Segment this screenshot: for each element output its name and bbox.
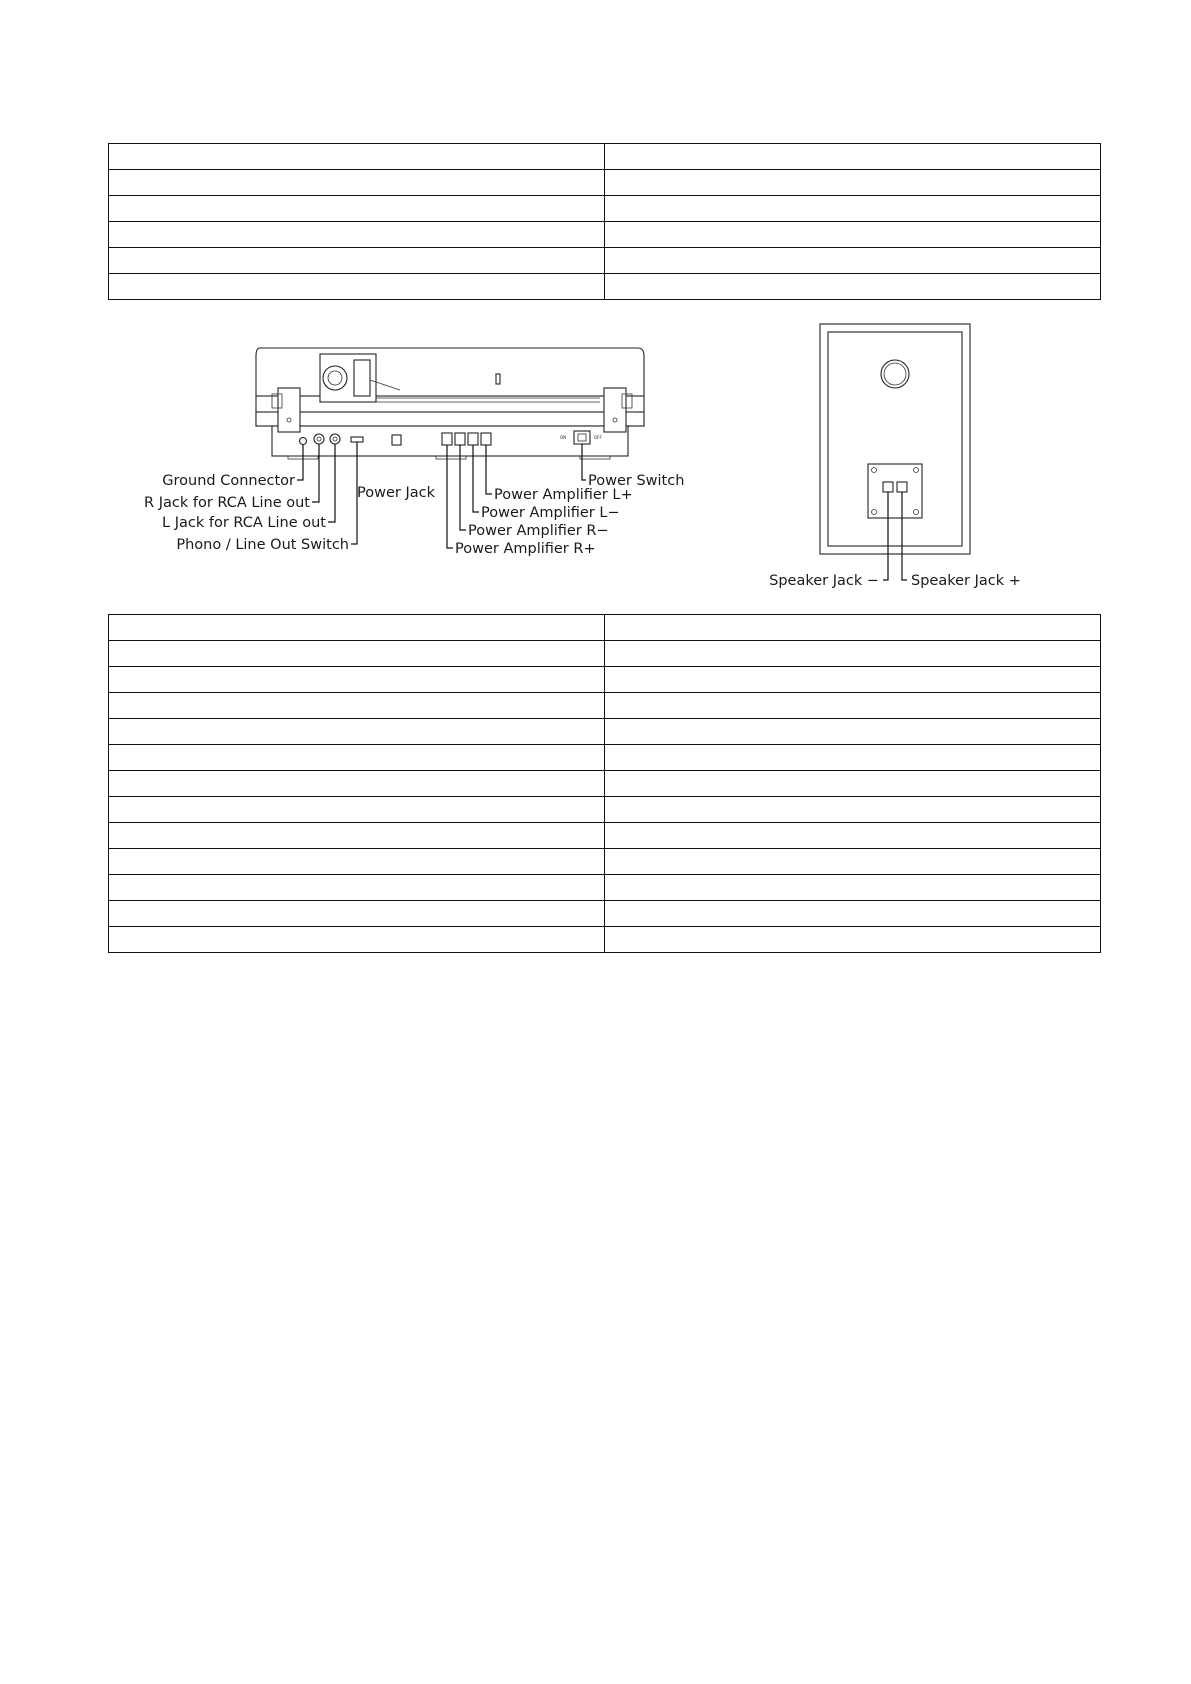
terminal-plate <box>868 464 922 518</box>
table-cell <box>109 901 605 927</box>
table-cell <box>605 823 1101 849</box>
table-row <box>109 901 1101 927</box>
table-row <box>109 745 1101 771</box>
label-r-jack: R Jack for RCA Line out <box>144 495 310 511</box>
spec-table-bottom <box>108 614 1101 953</box>
label-phono-switch: Phono / Line Out Switch <box>176 537 349 553</box>
table-row <box>109 222 1101 248</box>
ground-connector-icon <box>300 438 307 445</box>
table-row <box>109 615 1101 641</box>
speaker-back-diagram <box>770 318 1030 598</box>
table-row <box>109 196 1101 222</box>
power-switch-icon <box>574 431 590 444</box>
table-row <box>109 641 1101 667</box>
table-cell <box>109 170 605 196</box>
table-cell <box>109 823 605 849</box>
table-cell <box>109 196 605 222</box>
table-row <box>109 823 1101 849</box>
table-row <box>109 693 1101 719</box>
leader-amp-r-plus <box>447 445 453 548</box>
spec-table-top <box>108 143 1101 300</box>
label-amp-r-minus: Power Amplifier R− <box>468 523 609 539</box>
table-cell <box>109 248 605 274</box>
table-row <box>109 274 1101 300</box>
leader-amp-r-minus <box>460 445 466 530</box>
table-cell <box>109 771 605 797</box>
spindle <box>496 374 500 384</box>
power-jack-icon <box>392 435 401 445</box>
table-cell <box>109 615 605 641</box>
table-cell <box>109 797 605 823</box>
label-power-jack: Power Jack <box>357 485 435 501</box>
table-cell <box>109 719 605 745</box>
table-row <box>109 667 1101 693</box>
table-cell <box>109 849 605 875</box>
tonearm-counterweight <box>323 366 347 390</box>
table-cell <box>605 274 1101 300</box>
table-row <box>109 771 1101 797</box>
table-top-body <box>109 144 1101 300</box>
label-power-switch: Power Switch <box>588 473 685 489</box>
table-cell <box>109 693 605 719</box>
table-row <box>109 170 1101 196</box>
table-cell <box>605 849 1101 875</box>
table-cell <box>109 274 605 300</box>
speaker-jack-plus-icon <box>897 482 907 492</box>
table-cell <box>109 222 605 248</box>
label-amp-l-plus: Power Amplifier L+ <box>494 487 633 503</box>
tonearm-post <box>354 360 370 396</box>
turntable-back-svg <box>144 340 720 570</box>
speaker-back-svg <box>770 318 1030 598</box>
switch-off-mark: OFF <box>594 435 602 440</box>
table-cell <box>605 248 1101 274</box>
turntable-back-diagram <box>144 340 720 570</box>
plinth-edge <box>256 412 644 426</box>
speaker-jack-minus-icon <box>883 482 893 492</box>
l-jack-icon <box>330 434 340 444</box>
hinge-right-body <box>604 388 626 432</box>
table-cell <box>605 875 1101 901</box>
terminal-l-plus-icon <box>481 433 491 445</box>
table-row <box>109 849 1101 875</box>
table-cell <box>605 927 1101 953</box>
table-cell <box>109 875 605 901</box>
table-cell <box>605 196 1101 222</box>
table-cell <box>109 667 605 693</box>
table-cell <box>605 615 1101 641</box>
label-speaker-jack-plus: Speaker Jack + <box>911 573 1021 589</box>
switch-on-mark: ON <box>560 435 567 440</box>
table-row <box>109 719 1101 745</box>
label-ground-connector: Ground Connector <box>162 473 295 489</box>
bass-port-icon <box>881 360 909 388</box>
table-cell <box>605 797 1101 823</box>
label-amp-r-plus: Power Amplifier R+ <box>455 541 596 557</box>
table-cell <box>109 927 605 953</box>
table-cell <box>605 641 1101 667</box>
table-cell <box>605 745 1101 771</box>
table-cell <box>605 144 1101 170</box>
table-cell <box>109 745 605 771</box>
table-row <box>109 144 1101 170</box>
terminal-r-plus-icon <box>442 433 452 445</box>
phono-switch-icon <box>351 437 363 442</box>
hinge-left-body <box>278 388 300 432</box>
terminal-l-minus-icon <box>468 433 478 445</box>
table-cell <box>109 144 605 170</box>
table-row <box>109 875 1101 901</box>
table-cell <box>605 719 1101 745</box>
table-row <box>109 927 1101 953</box>
label-l-jack: L Jack for RCA Line out <box>162 515 326 531</box>
table-cell <box>605 901 1101 927</box>
r-jack-icon <box>314 434 324 444</box>
table-row <box>109 797 1101 823</box>
table-bottom-body <box>109 615 1101 953</box>
terminal-r-minus-icon <box>455 433 465 445</box>
table-cell <box>605 170 1101 196</box>
label-amp-l-minus: Power Amplifier L− <box>481 505 620 521</box>
table-cell <box>109 641 605 667</box>
dust-cover <box>256 348 644 396</box>
label-speaker-jack-minus: Speaker Jack − <box>769 573 879 589</box>
table-row <box>109 248 1101 274</box>
table-cell <box>605 693 1101 719</box>
table-cell <box>605 771 1101 797</box>
table-cell <box>605 667 1101 693</box>
table-cell <box>605 222 1101 248</box>
